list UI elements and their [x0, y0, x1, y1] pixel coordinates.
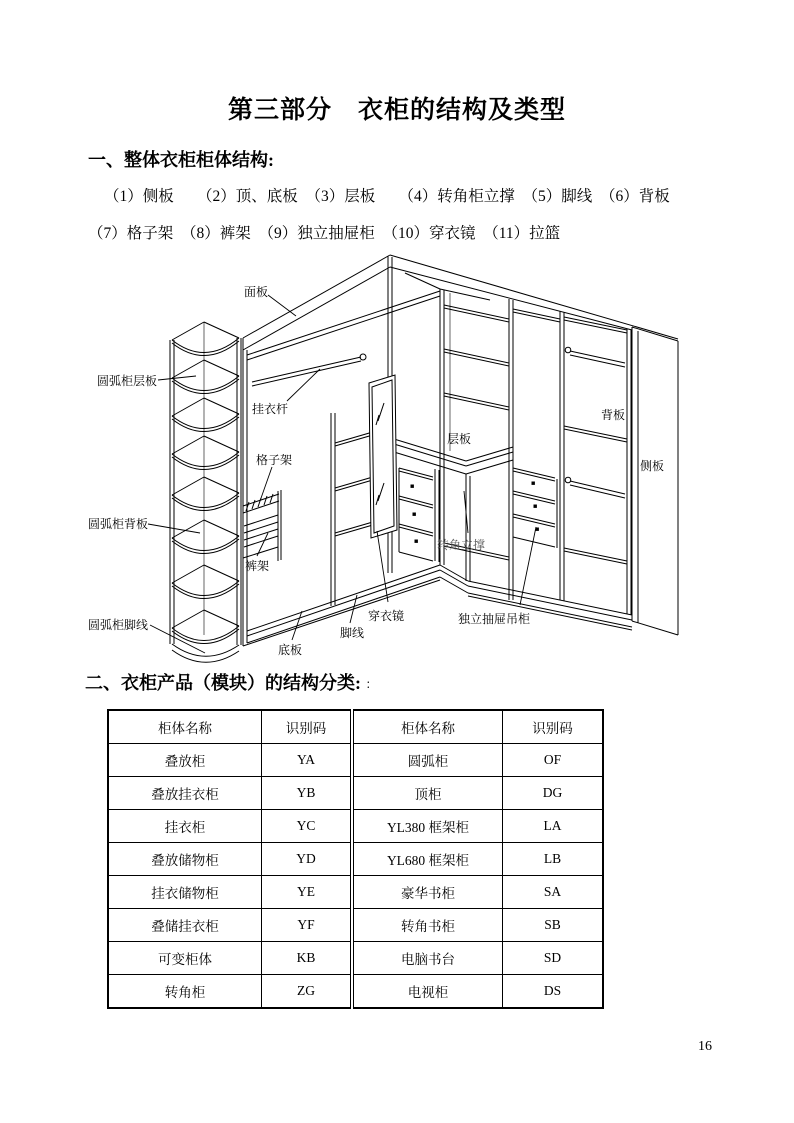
diagram-label-grid-rack: 格子架: [256, 453, 293, 467]
col-header-cabinet-name: 柜体名称: [108, 710, 262, 744]
grid-and-trouser-rack: [243, 490, 281, 561]
diagram-label-drawer-unit: 独立抽屉吊柜: [458, 612, 531, 626]
drawer-knob: [534, 505, 536, 507]
diagram-label-bottom-panel: 底板: [278, 643, 303, 657]
section1-heading: 一、整体衣柜柜体结构:: [88, 150, 274, 170]
diagram-label-arc-back: 圆弧柜背板: [88, 517, 149, 531]
table-cell: YB: [262, 777, 353, 810]
col-header-id-code: 识别码: [262, 710, 353, 744]
diagram-label-hanging-rod: 挂衣杆: [252, 402, 289, 416]
table-cell: SB: [503, 909, 604, 942]
table-row: [108, 810, 603, 843]
rod-end-cap: [565, 347, 571, 353]
table-cell: YD: [262, 843, 353, 876]
table-cell: 电视柜: [352, 975, 503, 1009]
table-cell: 叠储挂衣柜: [108, 909, 262, 942]
diagram-label-kickline: 脚线: [340, 626, 365, 640]
wardrobe-structure-diagram: [0, 243, 794, 683]
drawer-knob: [536, 528, 538, 530]
classification-table: [107, 709, 604, 1009]
section2-heading: [85, 669, 378, 695]
table-cell: SD: [503, 942, 604, 975]
table-row: [108, 975, 603, 1009]
drawer-knob: [415, 540, 417, 542]
leader-arc-shelf: [158, 376, 196, 380]
table-cell: 叠放挂衣柜: [108, 777, 262, 810]
diagram-label-trouser-rack: 裤架: [245, 559, 270, 573]
table-row: [108, 777, 603, 810]
table-cell: YE: [262, 876, 353, 909]
table-cell: 圆弧柜: [352, 744, 503, 777]
table-cell: 挂衣储物柜: [108, 876, 262, 909]
top-panel-band: [243, 255, 678, 350]
diagram-label-arc-shelf: 圆弧柜层板: [97, 374, 158, 388]
table-row: [108, 942, 603, 975]
diagram-label-arc-kickline: 圆弧柜脚线: [88, 618, 149, 632]
drawer-knob: [411, 485, 413, 487]
drawer-knob: [413, 513, 415, 515]
parts-list-line1: （1）侧板 （2）顶、底板 （3）层板 （4）转角柜立撑 （5）脚线 （6）背板: [104, 188, 670, 205]
page-title: 第三部分 衣柜的结构及类型: [227, 97, 566, 124]
corner-drawer-stack: [399, 468, 439, 562]
drawer-knob: [532, 482, 534, 484]
table-cell: KB: [262, 942, 353, 975]
diagram-label-top-panel: 面板: [244, 285, 269, 299]
parts-list-line2: （7）格子架 （8）裤架 （9）独立抽屉柜 （10）穿衣镜 （11）拉篮: [88, 225, 561, 242]
rod-end-cap: [565, 477, 571, 483]
table-row: [108, 843, 603, 876]
table-row: [108, 909, 603, 942]
table-cell: LA: [503, 810, 604, 843]
left-wing: [243, 291, 440, 646]
section2-heading-suffix: ：: [365, 677, 378, 691]
table-cell: OF: [503, 744, 604, 777]
dressing-mirror-shape: [369, 375, 397, 538]
table-cell: DS: [503, 975, 604, 1009]
col-header-cabinet-name: 柜体名称: [352, 710, 503, 744]
table-cell: ZG: [262, 975, 353, 1009]
table-cell: 挂衣柜: [108, 810, 262, 843]
section2-heading-text: 二、衣柜产品（模块）的结构分类:: [85, 673, 361, 693]
base-kickline-band: [243, 565, 632, 646]
table-cell: 叠放柜: [108, 744, 262, 777]
leader-top-panel: [268, 295, 296, 316]
corner-section: [388, 256, 513, 581]
independent-drawer-unit: [513, 468, 557, 548]
table-cell: 转角柜: [108, 975, 262, 1009]
side-panel-shape: [632, 327, 678, 635]
table-cell: 电脑书台: [352, 942, 503, 975]
diagram-label-back-panel: 背板: [601, 408, 626, 422]
diagram-label-mirror: 穿衣镜: [368, 609, 405, 623]
table-cell: 转角书柜: [352, 909, 503, 942]
right-wing: [444, 299, 631, 615]
table-cell: YL680 框架柜: [352, 843, 503, 876]
parts-list: [88, 178, 748, 252]
table-cell: 可变柜体: [108, 942, 262, 975]
leader-grid-rack: [260, 467, 272, 501]
diagram-label-side-panel: 侧板: [640, 459, 665, 473]
table-row: [108, 876, 603, 909]
diagram-label-corner-support: 转角立撑: [437, 538, 486, 552]
table-cell: LB: [503, 843, 604, 876]
col-header-id-code: 识别码: [503, 710, 604, 744]
table-cell: YL380 框架柜: [352, 810, 503, 843]
table-cell: YF: [262, 909, 353, 942]
table-cell: 叠放储物柜: [108, 843, 262, 876]
table-cell: YC: [262, 810, 353, 843]
table-cell: SA: [503, 876, 604, 909]
leader-trouser-rack: [257, 533, 268, 556]
table-cell: 豪华书柜: [352, 876, 503, 909]
table-row: [108, 744, 603, 777]
table-header-row: [108, 710, 603, 744]
arc-corner-cabinet: [170, 322, 241, 662]
table-cell: 顶柜: [352, 777, 503, 810]
table-cell: YA: [262, 744, 353, 777]
table-cell: DG: [503, 777, 604, 810]
leader-arc-kickline: [150, 625, 205, 653]
page-number: 16: [698, 1039, 712, 1054]
diagram-label-shelf: 层板: [447, 432, 472, 446]
leader-lines: [148, 295, 536, 653]
